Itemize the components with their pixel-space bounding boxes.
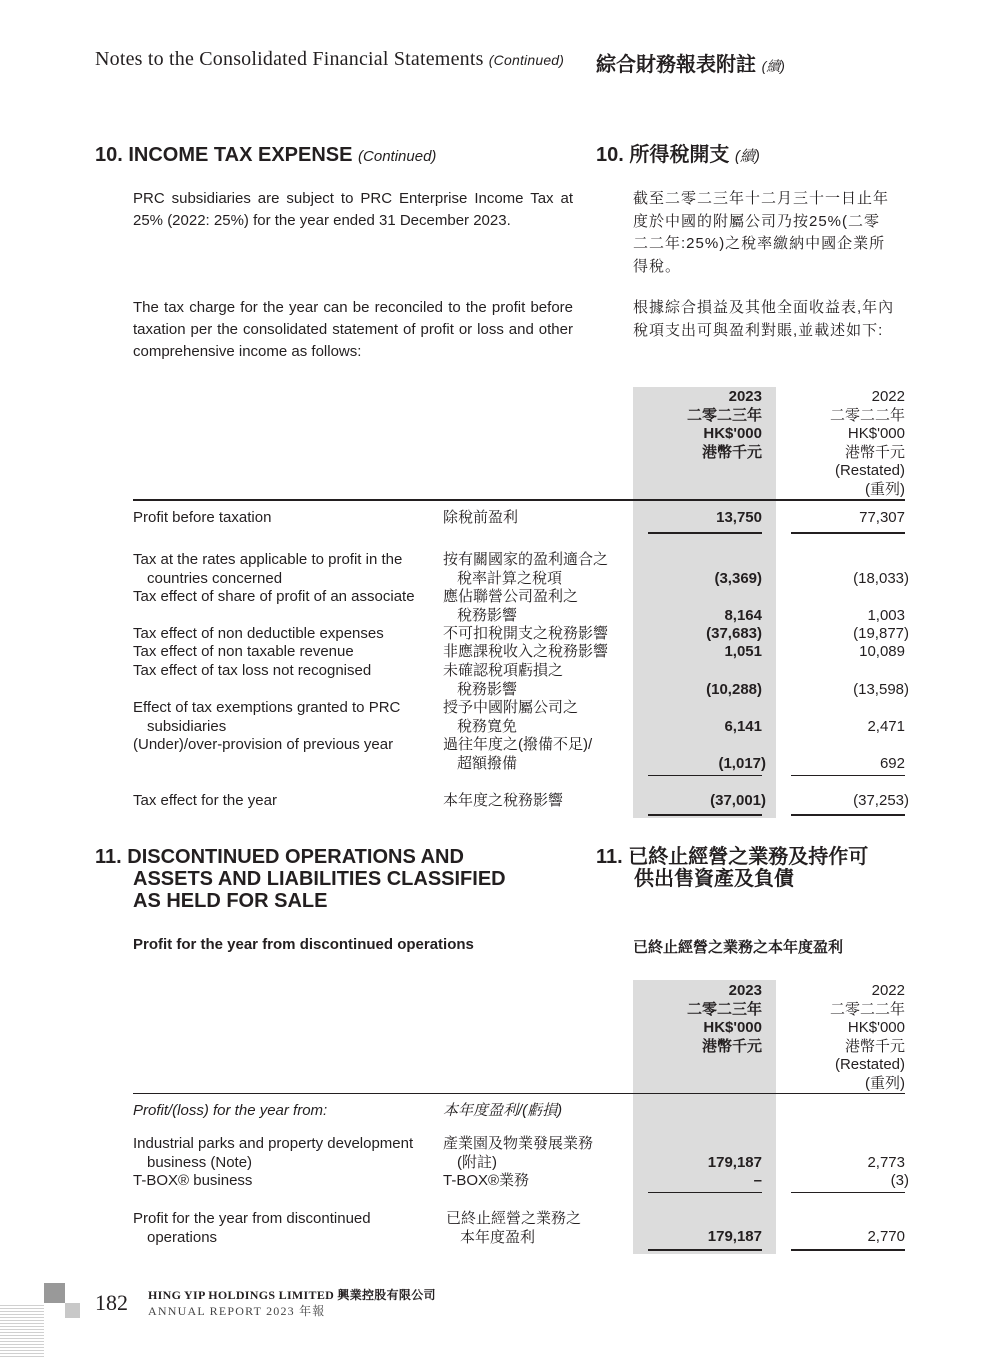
total-rule-2023 — [648, 1249, 762, 1251]
cell-2023: 1,051 — [724, 643, 762, 660]
row-label-en: Industrial parks and property development — [133, 1135, 414, 1152]
subtotal-rule-2023 — [648, 775, 762, 776]
table2-group-label-en: Profit/(loss) for the year from: — [133, 1102, 328, 1119]
row-label-zh: 稅務影響 — [457, 680, 518, 698]
section11-title-line: 11. DISCONTINUED OPERATIONS AND — [95, 846, 464, 868]
cell-2022: 692 — [879, 755, 905, 772]
cell-2023: (37,001) — [710, 792, 766, 809]
footer-company: HING YIP HOLDINGS LIMITED 興業控股有限公司 — [148, 1288, 436, 1302]
header-line: 二零二二年 — [829, 1000, 905, 1018]
page-header-en-title: Notes to the Consolidated Financial Statements — [95, 48, 484, 70]
header-line: HK$'000 — [703, 425, 762, 442]
para1-zh-line: 二二年:25%)之稅率繳納中國企業所 — [633, 235, 886, 252]
table-row-zh — [443, 662, 563, 699]
subtotal-rule-2023 — [648, 1192, 762, 1193]
row-label-en: T-BOX® business — [133, 1172, 253, 1189]
table2-group-label-zh: 本年度盈利/(虧損) — [443, 1102, 563, 1119]
table-row-zh — [443, 1135, 593, 1172]
cell-2023: 179,187 — [707, 1228, 762, 1245]
header-line: 2023 — [728, 982, 762, 999]
section10-continued-en: (Continued) — [358, 148, 437, 165]
header-line: 港幣千元 — [701, 443, 762, 461]
cell-2022: 1,003 — [867, 607, 905, 624]
row-label-zh: 稅務影響 — [457, 606, 518, 624]
cell-2022: 2,773 — [867, 1154, 905, 1171]
table1-header-2023 — [640, 388, 762, 462]
table1-top-rule — [133, 499, 905, 501]
row-label-zh: 非應課稅收入之稅務影響 — [443, 643, 609, 660]
subtotal-rule-2022 — [791, 1192, 905, 1193]
table-row — [133, 699, 400, 736]
section11-title-zh — [596, 846, 868, 890]
row-label-zh: 超額撥備 — [457, 754, 518, 772]
cell-2022: (13,598) — [853, 681, 909, 698]
table-row — [133, 643, 354, 662]
row-label-en: Effect of tax exemptions granted to PRC — [133, 699, 401, 716]
cell-2023: – — [753, 1172, 762, 1189]
section10-title-en — [95, 144, 436, 168]
row-label-zh: 按有關國家的盈利適合之 — [443, 551, 609, 568]
cell-2022: 2,471 — [867, 718, 905, 735]
row-label-en: subsidiaries — [147, 717, 227, 735]
header-line: HK$'000 — [847, 1019, 905, 1036]
row-label-zh: 應佔聯營公司盈利之 — [443, 588, 579, 605]
row-label-en: Tax at the rates applicable to profit in the — [133, 551, 403, 568]
table-row-zh — [443, 509, 518, 528]
table-row-zh — [443, 792, 563, 811]
row-label-en: Tax effect of non deductible expenses — [133, 625, 384, 642]
row-label-zh: 未確認稅項虧損之 — [443, 662, 564, 679]
section10-title-zh — [596, 144, 760, 168]
table-row-zh — [443, 551, 608, 588]
cell-2022: (18,033) — [853, 570, 909, 587]
cell-2023: (10,288) — [706, 681, 762, 698]
para1-zh-line: 得稅。 — [633, 257, 682, 275]
table-row — [133, 1135, 413, 1172]
row-label-zh: 稅務寬免 — [457, 717, 518, 735]
table-row — [133, 1172, 252, 1191]
section10-title-zh-text: 10. 所得稅開支 — [596, 144, 730, 166]
cell-2022: 10,089 — [859, 643, 905, 660]
table1-header-2022 — [784, 388, 905, 499]
table2-header-2022 — [784, 982, 905, 1093]
cell-2022: 77,307 — [859, 509, 905, 526]
table-row-zh — [443, 625, 608, 644]
section11-title-line: 11. 已終止經營之業務及持作可 — [596, 846, 869, 868]
section10-para1-zh — [633, 188, 913, 278]
row-label-en: Tax effect of non taxable revenue — [133, 643, 354, 660]
table-row-zh — [446, 1210, 581, 1247]
table-row-zh — [443, 588, 578, 625]
cell-2023: 13,750 — [716, 509, 762, 526]
cell-2022: 2,770 — [867, 1228, 905, 1245]
header-line: (重列) — [865, 1074, 905, 1092]
row-label-zh: 授予中國附屬公司之 — [443, 699, 579, 716]
row-label-zh: 稅率計算之稅項 — [457, 569, 563, 587]
para1-zh-line: 度於中國的附屬公司乃按25%(二零 — [633, 212, 881, 230]
section11-title-line: AS HELD FOR SALE — [133, 890, 328, 912]
table-row — [133, 509, 271, 528]
header-line: (重列) — [865, 480, 905, 498]
header-line: (Restated) — [834, 462, 905, 479]
row-label-zh: 除稅前盈利 — [443, 509, 519, 526]
underline-2022 — [791, 532, 905, 534]
cell-2022: (37,253) — [853, 792, 909, 809]
table-row-zh — [443, 736, 592, 773]
page-header-en — [95, 48, 564, 71]
header-line: 港幣千元 — [844, 1037, 905, 1055]
row-label-en: Profit before taxation — [133, 509, 272, 526]
row-label-en: business (Note) — [147, 1153, 253, 1171]
cell-2022: (19,877) — [853, 625, 909, 642]
section11-subheading-zh: 已終止經營之業務之本年度盈利 — [633, 939, 844, 956]
row-label-en: countries concerned — [147, 569, 283, 587]
table2-top-rule — [133, 1093, 905, 1094]
header-line: 港幣千元 — [844, 443, 905, 461]
table-row — [133, 792, 277, 811]
cell-2023: 179,187 — [707, 1154, 762, 1171]
table2-header-2023 — [640, 982, 762, 1056]
header-line: 2022 — [871, 982, 905, 999]
table-row — [133, 736, 393, 755]
table-row-zh — [443, 699, 578, 736]
table-row — [133, 1210, 371, 1247]
total-rule-2022 — [791, 1249, 905, 1251]
section10-continued-zh: (續) — [734, 148, 760, 165]
section10-para2-zh — [633, 297, 913, 342]
header-line: 二零二二年 — [829, 406, 905, 424]
header-line: 港幣千元 — [701, 1037, 762, 1055]
row-label-en: Tax effect of tax loss not recognised — [133, 662, 372, 679]
row-label-zh: 已終止經營之業務之 — [446, 1210, 582, 1227]
row-label-zh: 過往年度之(撥備不足)/ — [443, 736, 593, 753]
section10-title-en-text: 10. INCOME TAX EXPENSE — [95, 144, 353, 166]
cell-2023: (3,369) — [714, 570, 762, 587]
cell-2023: 6,141 — [724, 718, 762, 735]
underline-2023 — [648, 532, 762, 534]
row-label-zh: T-BOX®業務 — [443, 1172, 530, 1189]
section10-para1-en: PRC subsidiaries are subject to PRC Enterprise Income Tax at 25% (2022: 25%) for the year ended 31 December 2023. — [133, 190, 573, 229]
section11-title-line: ASSETS AND LIABILITIES CLASSIFIED — [133, 868, 506, 890]
cell-2023: 8,164 — [724, 607, 762, 624]
section11-title-line: 供出售資產及負債 — [634, 868, 794, 890]
row-label-zh: (附註) — [457, 1153, 497, 1171]
para2-zh-line: 稅項支出可與盈利對賬,並載述如下: — [633, 321, 884, 339]
row-label-en: Profit for the year from discontinued — [133, 1210, 371, 1227]
row-label-zh: 產業園及物業發展業務 — [443, 1135, 594, 1152]
table-row — [133, 625, 384, 644]
header-line: 二零二三年 — [686, 406, 762, 424]
table-row-zh — [443, 1172, 529, 1191]
footer-decoration-graphic — [0, 1283, 65, 1357]
page-number: 182 — [95, 1290, 128, 1315]
header-line: HK$'000 — [703, 1019, 762, 1036]
total-rule-2023 — [648, 814, 762, 816]
page-header-en-continued: (Continued) — [488, 52, 565, 68]
header-line: 2023 — [728, 388, 762, 405]
section10-para2-en: The tax charge for the year can be reconciled to the profit before taxation per the consolidated statement of profit or loss and other comprehensive income as follows: — [133, 299, 573, 360]
header-line: 2022 — [871, 388, 905, 405]
header-line: HK$'000 — [847, 425, 905, 442]
row-label-en: Tax effect of share of profit of an associate — [133, 588, 415, 605]
cell-2022: (3) — [890, 1172, 909, 1189]
row-label-en: (Under)/over-provision of previous year — [133, 736, 394, 753]
table-row-zh — [443, 643, 608, 662]
header-line: (Restated) — [834, 1056, 905, 1073]
footer-report: ANNUAL REPORT 2023 年報 — [148, 1304, 326, 1318]
row-label-zh: 不可扣稅開支之稅務影響 — [443, 625, 609, 642]
para2-zh-line: 根據綜合損益及其他全面收益表,年內 — [633, 299, 895, 316]
row-label-zh: 本年度盈利 — [460, 1228, 536, 1246]
subtotal-rule-2022 — [791, 775, 905, 776]
table-row — [133, 551, 402, 588]
page-header-zh-title: 綜合財務報表附註 — [596, 54, 756, 76]
table-row — [133, 662, 371, 681]
section11-subheading-en: Profit for the year from discontinued operations — [133, 936, 474, 953]
section11-title-en — [95, 846, 506, 912]
cell-2023: (1,017) — [718, 755, 766, 772]
para1-zh-line: 截至二零二三年十二月三十一日止年 — [633, 190, 890, 207]
row-label-en: Tax effect for the year — [133, 792, 277, 809]
cell-2023: (37,683) — [706, 625, 762, 642]
page-header-zh — [596, 48, 785, 77]
total-rule-2022 — [791, 814, 905, 816]
row-label-zh: 本年度之稅務影響 — [443, 792, 564, 809]
header-line: 二零二三年 — [686, 1000, 762, 1018]
table-row — [133, 588, 415, 607]
page-header-zh-continued: (續) — [761, 58, 785, 74]
row-label-en: operations — [147, 1228, 218, 1246]
